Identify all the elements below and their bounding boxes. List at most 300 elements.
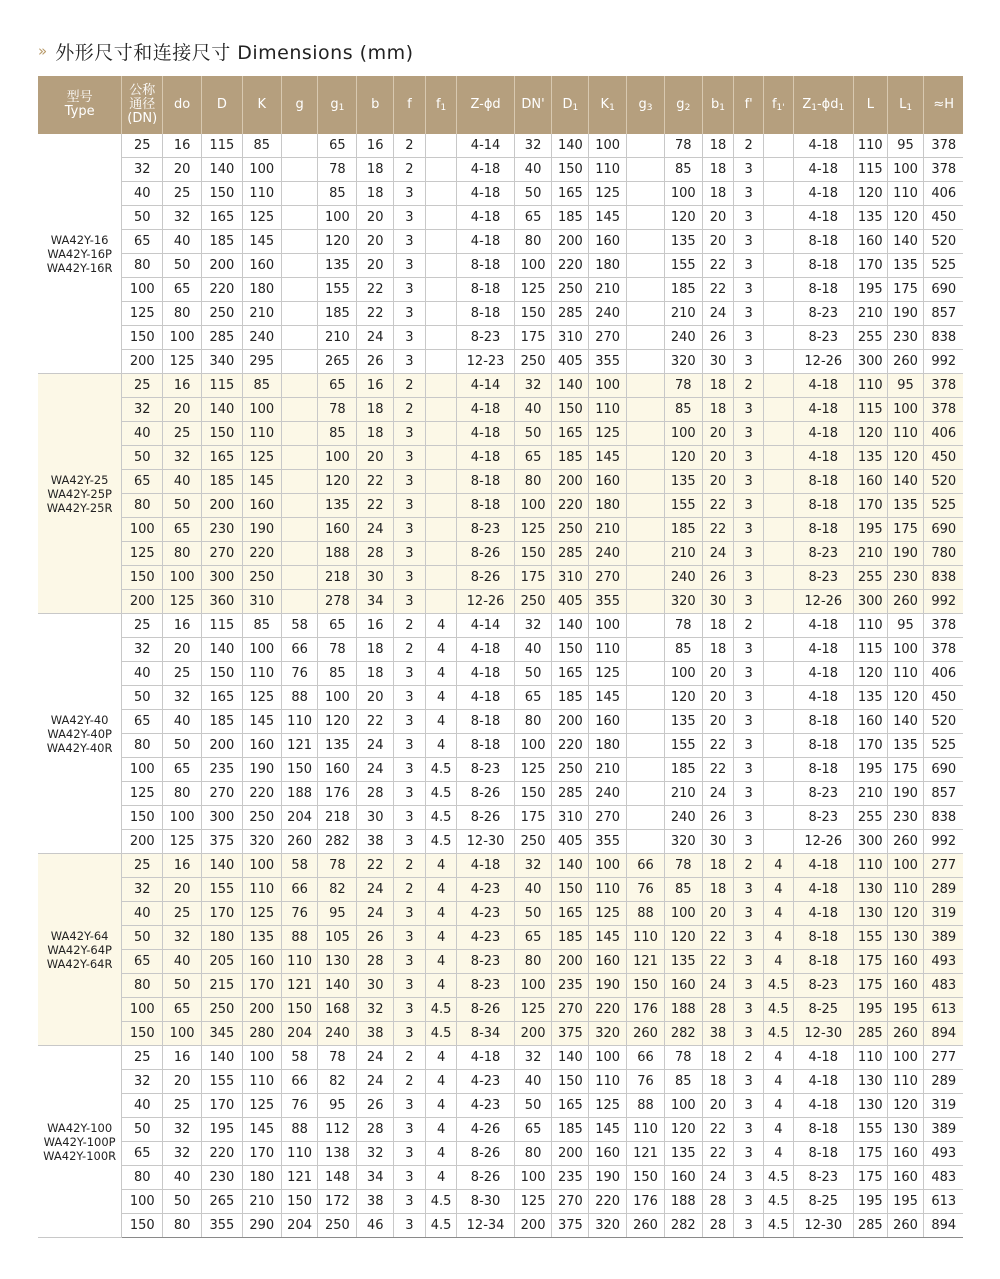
table-cell: 240 bbox=[589, 782, 627, 806]
table-cell: 18 bbox=[357, 182, 394, 206]
table-cell: 4 bbox=[425, 1094, 457, 1118]
table-cell: 3 bbox=[394, 662, 426, 686]
table-cell: 50 bbox=[163, 494, 202, 518]
table-cell bbox=[627, 230, 665, 254]
table-cell: 28 bbox=[357, 782, 394, 806]
table-cell: 3 bbox=[734, 278, 764, 302]
table-cell: 4-18 bbox=[457, 230, 514, 254]
table-cell: 25 bbox=[122, 854, 163, 878]
table-cell: 20 bbox=[357, 206, 394, 230]
table-cell: 16 bbox=[163, 854, 202, 878]
table-cell: 8-23 bbox=[457, 974, 514, 998]
table-cell: 165 bbox=[552, 902, 589, 926]
table-cell: 40 bbox=[163, 710, 202, 734]
table-cell bbox=[425, 566, 457, 590]
table-row bbox=[38, 782, 963, 806]
table-cell: 140 bbox=[887, 710, 924, 734]
column-header-3: K bbox=[242, 76, 281, 134]
table-cell bbox=[764, 158, 794, 182]
table-cell: 110 bbox=[887, 422, 924, 446]
table-cell: 195 bbox=[853, 278, 887, 302]
table-cell: 18 bbox=[357, 638, 394, 662]
table-cell: 160 bbox=[242, 734, 281, 758]
table-cell: 125 bbox=[589, 422, 627, 446]
table-cell: 125 bbox=[122, 302, 163, 326]
table-cell bbox=[425, 374, 457, 398]
table-cell: 992 bbox=[924, 350, 963, 374]
table-cell: 4 bbox=[764, 1094, 794, 1118]
table-cell: 282 bbox=[664, 1214, 702, 1238]
table-cell: 58 bbox=[281, 614, 318, 638]
table-cell: 240 bbox=[242, 326, 281, 350]
table-cell: 150 bbox=[552, 1070, 589, 1094]
table-cell: 4-23 bbox=[457, 1094, 514, 1118]
table-cell: 85 bbox=[242, 374, 281, 398]
column-header-11: $D_1$ bbox=[552, 76, 589, 134]
table-row bbox=[38, 734, 963, 758]
table-cell: 4-18 bbox=[457, 158, 514, 182]
table-cell: 3 bbox=[734, 1142, 764, 1166]
table-cell: 3 bbox=[734, 350, 764, 374]
table-cell: 2 bbox=[734, 1046, 764, 1070]
table-cell: 270 bbox=[202, 542, 243, 566]
table-cell: 50 bbox=[163, 734, 202, 758]
table-cell: 285 bbox=[202, 326, 243, 350]
table-cell: 230 bbox=[887, 806, 924, 830]
table-cell: 28 bbox=[357, 1118, 394, 1142]
table-cell: 210 bbox=[664, 782, 702, 806]
table-cell: 22 bbox=[702, 926, 734, 950]
table-cell: 58 bbox=[281, 1046, 318, 1070]
table-cell: 4 bbox=[764, 950, 794, 974]
table-cell: 310 bbox=[242, 590, 281, 614]
table-row bbox=[38, 470, 963, 494]
table-cell: 85 bbox=[664, 638, 702, 662]
table-cell: 18 bbox=[702, 638, 734, 662]
table-cell: 125 bbox=[514, 1190, 552, 1214]
table-cell: 50 bbox=[122, 446, 163, 470]
table-cell: 992 bbox=[924, 590, 963, 614]
table-cell bbox=[764, 686, 794, 710]
table-cell: 160 bbox=[887, 1142, 924, 1166]
table-cell: 65 bbox=[163, 998, 202, 1022]
table-cell: 310 bbox=[552, 566, 589, 590]
table-cell bbox=[627, 830, 665, 854]
table-cell: 105 bbox=[318, 926, 357, 950]
table-cell: 176 bbox=[627, 998, 665, 1022]
table-cell: 260 bbox=[887, 350, 924, 374]
table-cell: 8-26 bbox=[457, 542, 514, 566]
table-row bbox=[38, 278, 963, 302]
table-cell: 125 bbox=[242, 686, 281, 710]
table-cell: 76 bbox=[627, 878, 665, 902]
table-row bbox=[38, 518, 963, 542]
table-cell: 4-23 bbox=[457, 902, 514, 926]
table-cell: 32 bbox=[163, 926, 202, 950]
table-cell: 300 bbox=[853, 830, 887, 854]
table-cell: 8-18 bbox=[793, 470, 853, 494]
table-cell: 4.5 bbox=[764, 1166, 794, 1190]
table-cell bbox=[627, 614, 665, 638]
table-cell: 8-23 bbox=[457, 950, 514, 974]
table-cell: 8-23 bbox=[793, 566, 853, 590]
table-cell bbox=[627, 134, 665, 158]
table-cell: 32 bbox=[514, 1046, 552, 1070]
table-cell: 120 bbox=[887, 206, 924, 230]
table-cell: 3 bbox=[394, 1214, 426, 1238]
table-cell: 20 bbox=[357, 230, 394, 254]
table-cell: 30 bbox=[357, 566, 394, 590]
table-cell: 16 bbox=[163, 374, 202, 398]
table-cell bbox=[281, 326, 318, 350]
table-header-row bbox=[38, 76, 963, 134]
table-cell: 18 bbox=[702, 878, 734, 902]
table-cell: 8-23 bbox=[793, 806, 853, 830]
table-cell: 185 bbox=[202, 710, 243, 734]
table-cell: 270 bbox=[202, 782, 243, 806]
type-name: WA42Y-25R bbox=[46, 500, 113, 515]
table-cell: 130 bbox=[887, 926, 924, 950]
table-cell: 8-23 bbox=[793, 974, 853, 998]
table-cell: 50 bbox=[514, 902, 552, 926]
table-cell: 80 bbox=[122, 494, 163, 518]
table-cell: 3 bbox=[734, 998, 764, 1022]
table-cell: 180 bbox=[202, 926, 243, 950]
table-cell: 100 bbox=[589, 854, 627, 878]
table-cell: 80 bbox=[122, 254, 163, 278]
table-cell: 8-23 bbox=[457, 518, 514, 542]
table-cell: 26 bbox=[702, 326, 734, 350]
table-cell: 176 bbox=[627, 1190, 665, 1214]
table-cell: 30 bbox=[702, 590, 734, 614]
table-cell: 3 bbox=[734, 494, 764, 518]
table-cell: 4-18 bbox=[793, 158, 853, 182]
table-cell: 3 bbox=[394, 782, 426, 806]
table-cell: 20 bbox=[163, 878, 202, 902]
table-cell: 46 bbox=[357, 1214, 394, 1238]
table-cell: 80 bbox=[163, 1214, 202, 1238]
table-cell: 145 bbox=[589, 1118, 627, 1142]
table-cell: 185 bbox=[202, 470, 243, 494]
table-cell: 65 bbox=[514, 206, 552, 230]
table-cell bbox=[627, 326, 665, 350]
table-cell: 200 bbox=[122, 350, 163, 374]
table-cell: 3 bbox=[394, 350, 426, 374]
table-cell: 100 bbox=[242, 854, 281, 878]
table-cell: 150 bbox=[552, 638, 589, 662]
table-cell: 50 bbox=[122, 206, 163, 230]
table-cell: 8-23 bbox=[457, 758, 514, 782]
table-cell: 185 bbox=[552, 206, 589, 230]
table-cell: 4.5 bbox=[425, 806, 457, 830]
table-cell: 857 bbox=[924, 782, 963, 806]
table-cell: 22 bbox=[357, 854, 394, 878]
table-cell: 22 bbox=[357, 470, 394, 494]
table-cell: 16 bbox=[163, 614, 202, 638]
table-row bbox=[38, 1094, 963, 1118]
table-cell: 3 bbox=[394, 254, 426, 278]
table-cell: 175 bbox=[853, 974, 887, 998]
table-cell: 16 bbox=[357, 134, 394, 158]
table-cell: 210 bbox=[589, 278, 627, 302]
table-cell: 110 bbox=[853, 374, 887, 398]
table-cell: 210 bbox=[853, 542, 887, 566]
table-cell: 32 bbox=[163, 686, 202, 710]
table-cell: 100 bbox=[514, 1166, 552, 1190]
table-cell: 4 bbox=[764, 902, 794, 926]
table-cell: 210 bbox=[589, 758, 627, 782]
table-cell: 170 bbox=[202, 1094, 243, 1118]
table-row bbox=[38, 542, 963, 566]
table-cell: 4 bbox=[425, 710, 457, 734]
table-cell: 120 bbox=[887, 902, 924, 926]
table-cell: 3 bbox=[394, 686, 426, 710]
table-cell: 265 bbox=[318, 350, 357, 374]
table-cell: 20 bbox=[357, 446, 394, 470]
table-cell: 82 bbox=[318, 1070, 357, 1094]
table-cell: 838 bbox=[924, 806, 963, 830]
table-cell: 28 bbox=[702, 1214, 734, 1238]
table-cell: 4.5 bbox=[425, 998, 457, 1022]
table-cell: 3 bbox=[394, 974, 426, 998]
table-cell: 3 bbox=[734, 470, 764, 494]
table-cell: 50 bbox=[514, 422, 552, 446]
table-row bbox=[38, 1022, 963, 1046]
table-cell: 4-23 bbox=[457, 926, 514, 950]
table-cell: 188 bbox=[318, 542, 357, 566]
table-cell: 190 bbox=[242, 518, 281, 542]
table-cell bbox=[764, 614, 794, 638]
table-cell: 8-18 bbox=[793, 950, 853, 974]
table-cell: 110 bbox=[627, 1118, 665, 1142]
table-cell: 483 bbox=[924, 974, 963, 998]
table-cell: 150 bbox=[122, 1214, 163, 1238]
table-cell: 8-26 bbox=[457, 1166, 514, 1190]
table-cell: 3 bbox=[734, 782, 764, 806]
table-cell: 100 bbox=[318, 206, 357, 230]
table-cell: 12-26 bbox=[793, 590, 853, 614]
table-cell: 780 bbox=[924, 542, 963, 566]
table-cell bbox=[425, 326, 457, 350]
table-cell: 155 bbox=[853, 926, 887, 950]
table-cell: 230 bbox=[887, 326, 924, 350]
table-cell: 78 bbox=[318, 398, 357, 422]
table-cell: 300 bbox=[202, 806, 243, 830]
table-cell: 8-23 bbox=[793, 782, 853, 806]
table-cell: 38 bbox=[357, 1022, 394, 1046]
table-cell: 120 bbox=[853, 662, 887, 686]
table-cell: 8-18 bbox=[793, 710, 853, 734]
table-cell: 200 bbox=[202, 494, 243, 518]
table-cell: 3 bbox=[734, 902, 764, 926]
table-cell: 40 bbox=[514, 878, 552, 902]
table-cell: 65 bbox=[122, 470, 163, 494]
table-row bbox=[38, 326, 963, 350]
table-row bbox=[38, 902, 963, 926]
table-cell: 130 bbox=[318, 950, 357, 974]
table-row bbox=[38, 566, 963, 590]
table-cell: 185 bbox=[202, 230, 243, 254]
table-cell: 8-18 bbox=[457, 470, 514, 494]
table-cell: 2 bbox=[394, 398, 426, 422]
table-cell: 150 bbox=[514, 782, 552, 806]
table-cell: 130 bbox=[853, 1070, 887, 1094]
table-cell: 3 bbox=[734, 446, 764, 470]
table-cell: 613 bbox=[924, 1190, 963, 1214]
table-cell: 4-23 bbox=[457, 878, 514, 902]
table-cell bbox=[627, 374, 665, 398]
table-row bbox=[38, 182, 963, 206]
table-cell: 12-26 bbox=[793, 350, 853, 374]
table-cell: 285 bbox=[552, 302, 589, 326]
table-cell: 150 bbox=[202, 182, 243, 206]
table-cell: 110 bbox=[589, 878, 627, 902]
table-cell: 50 bbox=[514, 1094, 552, 1118]
table-cell: 150 bbox=[281, 1190, 318, 1214]
table-cell: 175 bbox=[853, 950, 887, 974]
table-cell: 32 bbox=[163, 446, 202, 470]
table-cell: 2 bbox=[394, 134, 426, 158]
table-cell: 4.5 bbox=[764, 998, 794, 1022]
table-row bbox=[38, 1118, 963, 1142]
table-cell: 160 bbox=[887, 950, 924, 974]
table-cell: 8-23 bbox=[793, 542, 853, 566]
table-cell: 4.5 bbox=[764, 974, 794, 998]
table-cell: 50 bbox=[514, 662, 552, 686]
table-cell: 135 bbox=[664, 1142, 702, 1166]
table-cell: 165 bbox=[552, 422, 589, 446]
column-header-type bbox=[38, 76, 122, 134]
table-cell: 204 bbox=[281, 1214, 318, 1238]
table-cell: 2 bbox=[394, 614, 426, 638]
table-cell bbox=[764, 350, 794, 374]
table-cell: 4 bbox=[425, 1118, 457, 1142]
table-cell bbox=[764, 446, 794, 470]
table-cell: 100 bbox=[664, 662, 702, 686]
table-cell: 3 bbox=[734, 830, 764, 854]
table-row bbox=[38, 422, 963, 446]
table-cell: 145 bbox=[589, 206, 627, 230]
table-cell: 78 bbox=[664, 1046, 702, 1070]
table-cell: 188 bbox=[664, 998, 702, 1022]
table-cell: 4-18 bbox=[793, 614, 853, 638]
table-cell: 205 bbox=[202, 950, 243, 974]
table-cell: 4 bbox=[764, 1070, 794, 1094]
type-name: WA42Y-40 bbox=[50, 712, 109, 727]
table-cell: 24 bbox=[357, 734, 394, 758]
table-cell bbox=[627, 158, 665, 182]
table-cell: 85 bbox=[664, 398, 702, 422]
table-cell: 3 bbox=[734, 542, 764, 566]
table-cell: 110 bbox=[242, 1070, 281, 1094]
table-cell: 8-18 bbox=[793, 254, 853, 278]
table-cell: 18 bbox=[702, 398, 734, 422]
table-cell: 4 bbox=[425, 614, 457, 638]
table-cell: 160 bbox=[589, 710, 627, 734]
table-cell: 2 bbox=[394, 374, 426, 398]
table-cell: 240 bbox=[318, 1022, 357, 1046]
table-cell: 25 bbox=[122, 1046, 163, 1070]
table-cell: 170 bbox=[853, 494, 887, 518]
table-cell: 190 bbox=[887, 302, 924, 326]
table-cell: 4-18 bbox=[793, 374, 853, 398]
table-cell: 50 bbox=[122, 926, 163, 950]
table-cell: 375 bbox=[552, 1214, 589, 1238]
table-row bbox=[38, 1190, 963, 1214]
table-cell: 4 bbox=[425, 854, 457, 878]
table-cell bbox=[281, 278, 318, 302]
table-cell: 22 bbox=[702, 494, 734, 518]
table-cell bbox=[425, 230, 457, 254]
table-cell: 4-18 bbox=[793, 1070, 853, 1094]
table-cell: 135 bbox=[853, 206, 887, 230]
table-cell bbox=[281, 230, 318, 254]
table-cell: 200 bbox=[514, 1214, 552, 1238]
table-cell: 4-18 bbox=[793, 902, 853, 926]
table-cell: 240 bbox=[664, 806, 702, 830]
table-cell: 18 bbox=[702, 158, 734, 182]
table-cell: 110 bbox=[853, 1046, 887, 1070]
table-cell: 8-23 bbox=[793, 302, 853, 326]
table-cell: 4-14 bbox=[457, 374, 514, 398]
table-cell: 378 bbox=[924, 158, 963, 182]
table-cell: 218 bbox=[318, 566, 357, 590]
table-cell bbox=[425, 350, 457, 374]
table-body bbox=[38, 134, 963, 1238]
table-cell: 210 bbox=[664, 542, 702, 566]
type-name: WA42Y-25P bbox=[47, 486, 112, 501]
table-cell: 40 bbox=[514, 638, 552, 662]
table-row bbox=[38, 974, 963, 998]
table-row bbox=[38, 374, 963, 398]
table-cell: 160 bbox=[887, 1166, 924, 1190]
table-cell: 22 bbox=[357, 494, 394, 518]
table-cell: 125 bbox=[242, 446, 281, 470]
table-cell: 4 bbox=[425, 902, 457, 926]
table-cell: 8-23 bbox=[457, 326, 514, 350]
table-cell: 4 bbox=[425, 974, 457, 998]
table-cell: 4 bbox=[425, 662, 457, 686]
table-cell: 65 bbox=[122, 950, 163, 974]
table-cell: 20 bbox=[357, 686, 394, 710]
table-cell: 250 bbox=[242, 566, 281, 590]
column-header-12: $K_1$ bbox=[589, 76, 627, 134]
table-cell: 8-18 bbox=[793, 494, 853, 518]
table-cell bbox=[281, 398, 318, 422]
table-cell: 121 bbox=[627, 950, 665, 974]
table-cell: 24 bbox=[702, 974, 734, 998]
table-cell bbox=[764, 470, 794, 494]
table-cell: 3 bbox=[734, 686, 764, 710]
table-cell: 18 bbox=[702, 374, 734, 398]
table-cell: 8-25 bbox=[793, 998, 853, 1022]
table-cell: 4 bbox=[425, 1142, 457, 1166]
table-cell: 40 bbox=[122, 662, 163, 686]
table-cell: 135 bbox=[664, 950, 702, 974]
table-cell: 100 bbox=[242, 638, 281, 662]
table-cell: 250 bbox=[318, 1214, 357, 1238]
table-cell: 215 bbox=[202, 974, 243, 998]
table-cell: 110 bbox=[281, 1142, 318, 1166]
table-cell: 100 bbox=[664, 422, 702, 446]
table-cell: 3 bbox=[394, 1166, 426, 1190]
table-cell: 20 bbox=[163, 398, 202, 422]
table-cell bbox=[281, 446, 318, 470]
table-cell bbox=[281, 158, 318, 182]
type-cell bbox=[38, 1046, 122, 1238]
table-cell: 278 bbox=[318, 590, 357, 614]
table-row bbox=[38, 1166, 963, 1190]
